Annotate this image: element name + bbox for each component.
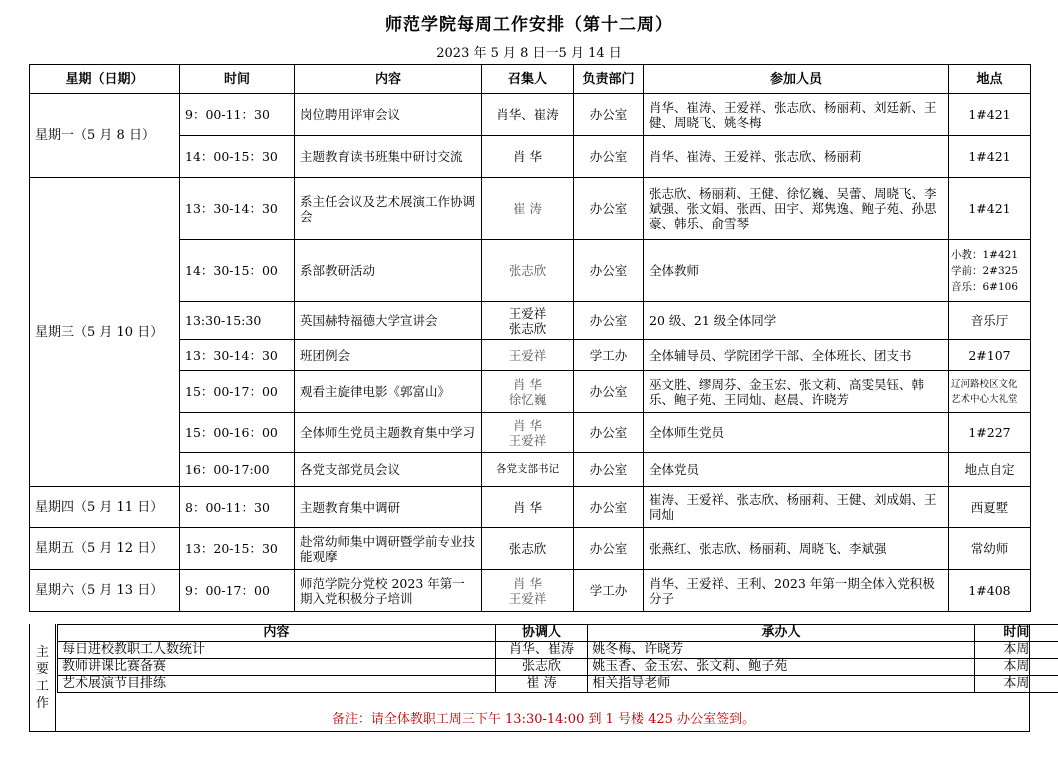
day-cell: 星期四（5 月 11 日）: [30, 487, 180, 528]
main-work-table: [57, 624, 1058, 693]
content-cell: 系主任会议及艺术展演工作协调会: [295, 178, 482, 240]
content-cell: 主题教育集中调研: [295, 487, 482, 528]
day-cell: 星期五（5 月 12 日）: [30, 528, 180, 570]
dept-cell: 办公室: [574, 136, 644, 178]
content-cell: 师范学院分党校 2023 年第一期入党积极分子培训: [295, 570, 482, 612]
location-cell: [949, 240, 1031, 302]
convener-cell: 肖华、崔涛: [482, 94, 574, 136]
work-coordinator: 肖华、崔涛: [495, 642, 587, 659]
work-header-handler: 承办人: [588, 625, 974, 642]
schedule-table: [29, 64, 1031, 612]
location-cell: 音乐厅: [949, 302, 1031, 340]
work-content: 每日进校教职工人数统计: [58, 642, 496, 659]
table-row: [30, 371, 1031, 413]
content-cell: 各党支部党员会议: [295, 453, 482, 487]
location-cell: 1#408: [949, 570, 1031, 612]
convener-cell: 各党支部书记: [482, 453, 574, 487]
dept-cell: 办公室: [574, 453, 644, 487]
dept-cell: 学工办: [574, 340, 644, 371]
convener-cell: 王爱祥: [482, 340, 574, 371]
table-row: [30, 240, 1031, 302]
location-line: 音乐：6#106: [951, 280, 1019, 293]
content-cell: 赴常幼师集中调研暨学前专业技能观摩: [295, 528, 482, 570]
location-cell: [949, 371, 1031, 413]
dept-cell: 办公室: [574, 94, 644, 136]
time-cell: 13:30-15:30: [180, 302, 295, 340]
dept-cell: 办公室: [574, 371, 644, 413]
convener-cell: 张志欣: [482, 240, 574, 302]
table-row: [30, 178, 1031, 240]
participants-cell: 张志欣、杨丽莉、王健、徐忆巍、吴蕾、周晓飞、李斌强、张文娟、张西、田宇、郑隽逸、鲍子苑、孙思豪、韩乐、俞雪琴: [644, 178, 949, 240]
work-header-time: 时间: [974, 625, 1058, 642]
convener-cell: 崔 涛: [482, 178, 574, 240]
work-coordinator: 崔 涛: [495, 676, 587, 693]
convener-cell: 肖 华 徐忆巍: [482, 371, 574, 413]
convener-cell: 张志欣: [482, 528, 574, 570]
day-cell: 星期一（5 月 8 日）: [30, 94, 180, 178]
work-header-row: [58, 625, 1058, 642]
content-cell: 班团例会: [295, 340, 482, 371]
time-cell: 13：30-14：30: [180, 178, 295, 240]
main-work-section: [29, 624, 1030, 732]
work-row: [58, 659, 1058, 676]
participants-cell: 张燕红、张志欣、杨丽莉、周晓飞、李斌强: [644, 528, 949, 570]
convener-cell: 肖 华: [482, 136, 574, 178]
time-cell: 9：00-11：30: [180, 94, 295, 136]
day-cell: 星期三（5 月 10 日）: [30, 178, 180, 487]
table-row: [30, 570, 1031, 612]
header-dept: 负责部门: [574, 65, 644, 94]
work-row: [58, 642, 1058, 659]
convener-cell: 肖 华: [482, 487, 574, 528]
table-row: [30, 340, 1031, 371]
work-handler: 相关指导老师: [588, 676, 974, 693]
participants-cell: 全体辅导员、学院团学干部、全体班长、团支书: [644, 340, 949, 371]
convener-cell: 肖 华 王爱祥: [482, 570, 574, 612]
content-cell: 全体师生党员主题教育集中学习: [295, 413, 482, 453]
dept-cell: 办公室: [574, 413, 644, 453]
time-cell: 8：00-11：30: [180, 487, 295, 528]
participants-cell: 崔涛、王爱祥、张志欣、杨丽莉、王健、刘成娟、王同灿: [644, 487, 949, 528]
participants-cell: 肖华、王爱祥、王利、2023 年第一期全体入党积极分子: [644, 570, 949, 612]
location-line: 小教：1#421: [951, 248, 1019, 261]
location-cell: 1#421: [949, 94, 1031, 136]
dept-cell: 办公室: [574, 178, 644, 240]
location-cell: 地点自定: [949, 453, 1031, 487]
work-handler: 姚冬梅、许晓芳: [588, 642, 974, 659]
participants-cell: 全体教师: [644, 240, 949, 302]
table-row: [30, 453, 1031, 487]
time-cell: 15：00-16：00: [180, 413, 295, 453]
participants-cell: 全体党员: [644, 453, 949, 487]
work-coordinator: 张志欣: [495, 659, 587, 676]
page-title: 师范学院每周工作安排（第十二周）: [385, 15, 673, 35]
date-range: 2023 年 5 月 8 日一5 月 14 日: [436, 46, 622, 61]
time-cell: 14：00-15：30: [180, 136, 295, 178]
work-row: [58, 676, 1058, 693]
work-time: 本周: [974, 642, 1058, 659]
header-participants: 参加人员: [644, 65, 949, 94]
dept-cell: 办公室: [574, 302, 644, 340]
content-cell: 主题教育读书班集中研讨交流: [295, 136, 482, 178]
day-cell: 星期六（5 月 13 日）: [30, 570, 180, 612]
location-cell: 2#107: [949, 340, 1031, 371]
location-cell: 1#421: [949, 178, 1031, 240]
table-row: [30, 528, 1031, 570]
content-cell: 观看主旋律电影《郭富山》: [295, 371, 482, 413]
content-cell: 岗位聘用评审会议: [295, 94, 482, 136]
table-row: [30, 302, 1031, 340]
footnote: 备注：请全体教职工周三下午 13:30-14:00 到 1 号楼 425 办公室签到。: [331, 712, 756, 727]
content-cell: 英国赫特福德大学宣讲会: [295, 302, 482, 340]
time-cell: 9：00-17：00: [180, 570, 295, 612]
content-cell: 系部教研活动: [295, 240, 482, 302]
dept-cell: 学工办: [574, 570, 644, 612]
work-time: 本周: [974, 659, 1058, 676]
table-row: [30, 94, 1031, 136]
work-content: 教师讲课比赛备赛: [58, 659, 496, 676]
time-cell: 14：30-15：00: [180, 240, 295, 302]
main-work-label: 主 要 工 作: [30, 624, 56, 731]
work-content: 艺术展演节目排练: [58, 676, 496, 693]
time-cell: 13：30-14：30: [180, 340, 295, 371]
time-cell: 13：20-15：30: [180, 528, 295, 570]
header-convener: 召集人: [482, 65, 574, 94]
location-line: 学前：2#325: [951, 264, 1019, 277]
work-handler: 姚玉香、金玉宏、张文莉、鲍子苑: [588, 659, 974, 676]
participants-cell: 巫文胜、缪周芬、金玉宏、张文莉、高雯昊钰、韩乐、鲍子苑、王同灿、赵晨、许晓芳: [644, 371, 949, 413]
work-time: 本周: [974, 676, 1058, 693]
location-cell: 常幼师: [949, 528, 1031, 570]
participants-cell: 肖华、崔涛、王爱祥、张志欣、杨丽莉: [644, 136, 949, 178]
work-header-coordinator: 协调人: [495, 625, 587, 642]
table-row: [30, 136, 1031, 178]
participants-cell: 20 级、21 级全体同学: [644, 302, 949, 340]
location-line: 辽河路校区文化: [951, 378, 1018, 390]
dept-cell: 办公室: [574, 240, 644, 302]
location-cell: 1#421: [949, 136, 1031, 178]
location-cell: 1#227: [949, 413, 1031, 453]
convener-cell: 肖 华 王爱祥: [482, 413, 574, 453]
table-row: [30, 487, 1031, 528]
participants-cell: 全体师生党员: [644, 413, 949, 453]
dept-cell: 办公室: [574, 528, 644, 570]
dept-cell: 办公室: [574, 487, 644, 528]
time-cell: 15：00-17：00: [180, 371, 295, 413]
convener-cell: 王爱祥 张志欣: [482, 302, 574, 340]
header-day: 星期（日期）: [30, 65, 180, 94]
header-content: 内容: [295, 65, 482, 94]
table-row: [30, 413, 1031, 453]
work-header-content: 内容: [58, 625, 496, 642]
participants-cell: 肖华、崔涛、王爱祥、张志欣、杨丽莉、刘廷新、王健、周晓飞、姚冬梅: [644, 94, 949, 136]
header-location: 地点: [949, 65, 1031, 94]
header-time: 时间: [180, 65, 295, 94]
location-cell: 西夏墅: [949, 487, 1031, 528]
location-line: 艺术中心大礼堂: [951, 393, 1018, 405]
header-row: [30, 65, 1031, 94]
time-cell: 16：00-17:00: [180, 453, 295, 487]
